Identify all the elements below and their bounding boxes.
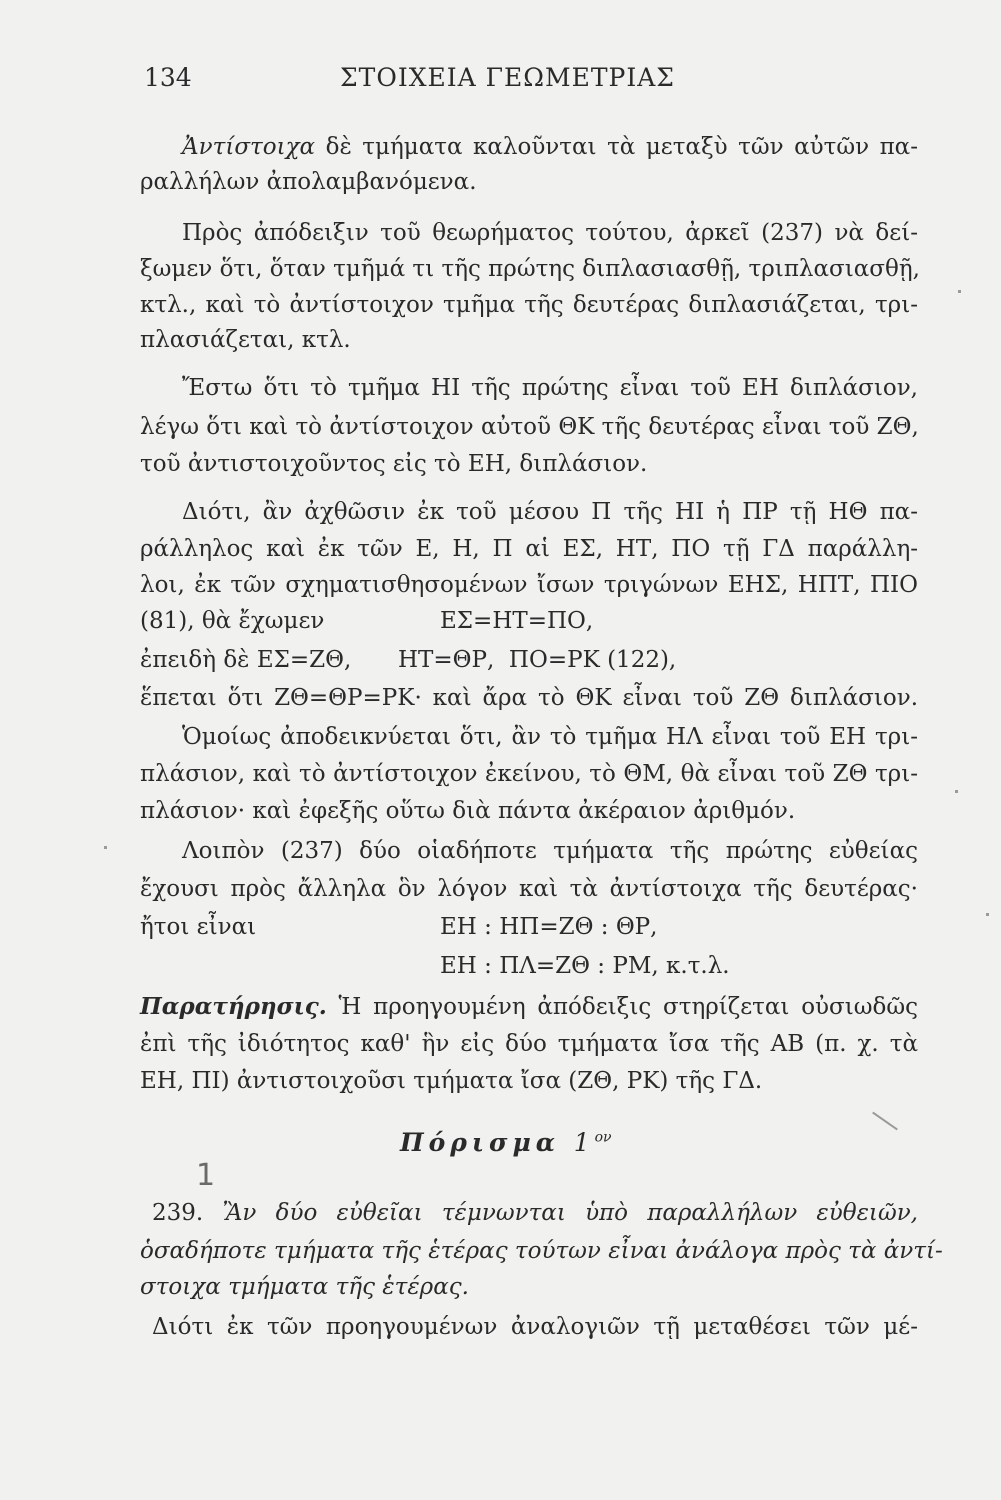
remark-line: Παρατήρησις. Ἡ προηγουμένη ἀπόδειξις στηρίζεται οὐσιωδῶς bbox=[140, 993, 918, 1020]
paragraph-line: ἐπειδὴ δὲ ΕΣ=ΖΘ, bbox=[140, 647, 352, 673]
paragraph-line: κτλ., καὶ τὸ ἀντίστοιχον τμῆμα τῆς δευτέρας διπλασιάζεται, τρι- bbox=[140, 292, 918, 318]
paragraph-line: πλασιάζεται, κτλ. bbox=[140, 327, 351, 353]
paragraph-line: ράλληλος καὶ ἐκ τῶν Ε, Η, Π αἱ ΕΣ, ΗΤ, ΠΟ τῇ ΓΔ παράλλη- bbox=[140, 536, 918, 562]
definition-line: ραλλήλων ἀπολαμβανόμενα. bbox=[140, 169, 477, 195]
proposition-number: 239. bbox=[152, 1200, 204, 1226]
scan-dot bbox=[104, 846, 107, 849]
remark-line: ΕΗ, ΠΙ) ἀντιστοιχοῦσι τμήματα ἴσα (ΖΘ, ΡΚ) τῆς ΓΔ. bbox=[140, 1068, 763, 1094]
equation: ΕΗ : ΠΛ=ΖΘ : ΡΜ, κ.τ.λ. bbox=[440, 953, 730, 979]
remark-label: Παρατήρησις. bbox=[140, 993, 327, 1020]
paragraph-line: πλάσιον· καὶ ἐφεξῆς οὕτω διὰ πάντα ἀκέραιον ἀριθμόν. bbox=[140, 798, 796, 824]
page-number: 134 bbox=[144, 63, 192, 92]
paragraph-line: Λοιπὸν (237) δύο οἱαδήποτε τμήματα τῆς πρώτης εὐθείας bbox=[182, 838, 918, 864]
paragraph-line: Διότι ἐκ τῶν προηγουμένων ἀναλογιῶν τῇ μεταθέσει τῶν μέ- bbox=[152, 1314, 918, 1340]
paragraph-line: πλάσιον, καὶ τὸ ἀντίστοιχον ἐκείνου, τὸ ΘΜ, θὰ εἶναι τοῦ ΖΘ τρι- bbox=[140, 761, 918, 787]
equation: ΕΗ : ΗΠ=ΖΘ : ΘΡ, bbox=[440, 914, 658, 940]
remark-line: ἐπὶ τῆς ἰδιότητος καθ' ἣν εἰς δύο τμήματα ἴσα τῆς ΑΒ (π. χ. τὰ bbox=[140, 1031, 918, 1057]
section-heading: Πόρισμα $1^{o\nu}$ bbox=[400, 1128, 612, 1157]
paragraph-line: ἤτοι εἶναι bbox=[140, 914, 257, 940]
paragraph-line: Διότι, ἂν ἀχθῶσιν ἐκ τοῦ μέσου Π τῆς ΗΙ ἡ ΠΡ τῇ ΗΘ πα- bbox=[182, 499, 918, 525]
paragraph-line: ἕπεται ὅτι ΖΘ=ΘΡ=ΡΚ· καὶ ἄρα τὸ ΘΚ εἶναι τοῦ ΖΘ διπλάσιον. bbox=[140, 685, 918, 711]
paragraph-line: Πρὸς ἀπόδειξιν τοῦ θεωρήματος τούτου, ἀρκεῖ (237) νὰ δεί- bbox=[182, 220, 918, 246]
definition-term: Ἀντίστοιχα bbox=[182, 134, 316, 160]
proposition-line: στοιχα τμήματα τῆς ἑτέρας. bbox=[140, 1274, 469, 1300]
paragraph-line: ἔχουσι πρὸς ἄλληλα ὃν λόγον καὶ τὰ ἀντίστοιχα τῆς δευτέρας· bbox=[140, 876, 918, 902]
paragraph-line: Ἔστω ὅτι τὸ τμῆμα ΗΙ τῆς πρώτης εἶναι τοῦ ΕΗ διπλάσιον, bbox=[182, 375, 918, 401]
proposition-line: ὁσαδήποτε τμήματα τῆς ἑτέρας τούτων εἶναι ἀνάλογα πρὸς τὰ ἀντί- bbox=[140, 1238, 943, 1264]
pencil-annotation: 1 bbox=[196, 1158, 216, 1193]
paragraph-line: λοι, ἐκ τῶν σχηματισθησομένων ἴσων τριγώνων ΕΗΣ, ΗΠΤ, ΠΙΟ bbox=[140, 572, 918, 598]
equation: ΕΣ=ΗΤ=ΠΟ, bbox=[440, 608, 594, 634]
scan-dot bbox=[955, 790, 958, 793]
scan-dot bbox=[958, 290, 961, 293]
paragraph-line: ξωμεν ὅτι, ὅταν τμῆμά τι τῆς πρώτης διπλασιασθῇ, τριπλασιασθῇ, bbox=[140, 256, 920, 282]
paragraph-line: Ὁμοίως ἀποδεικνύεται ὅτι, ἂν τὸ τμῆμα ΗΛ εἶναι τοῦ ΕΗ τρι- bbox=[182, 724, 918, 750]
running-title: ΣΤΟΙΧΕΙΑ ΓΕΩΜΕΤΡΙΑΣ bbox=[340, 63, 675, 92]
paragraph-line: (81), θὰ ἔχωμεν bbox=[140, 608, 325, 634]
equation: ΗΤ=ΘΡ, ΠΟ=ΡΚ (122), bbox=[398, 647, 677, 673]
scan-dot bbox=[986, 913, 989, 916]
proposition-line: 239. Ἂν δύο εὐθεῖαι τέμνωνται ὑπὸ παραλλήλων εὐθειῶν, bbox=[152, 1200, 918, 1226]
paragraph-line: τοῦ ἀντιστοιχοῦντος εἰς τὸ ΕΗ, διπλάσιον. bbox=[140, 451, 648, 477]
paragraph-line: λέγω ὅτι καὶ τὸ ἀντίστοιχον αὐτοῦ ΘΚ τῆς δευτέρας εἶναι τοῦ ΖΘ, bbox=[140, 414, 919, 440]
definition-line: Ἀντίστοιχα δὲ τμήματα καλοῦνται τὰ μεταξὺ τῶν αὐτῶν πα- bbox=[182, 134, 918, 160]
scan-stroke bbox=[872, 1112, 898, 1131]
